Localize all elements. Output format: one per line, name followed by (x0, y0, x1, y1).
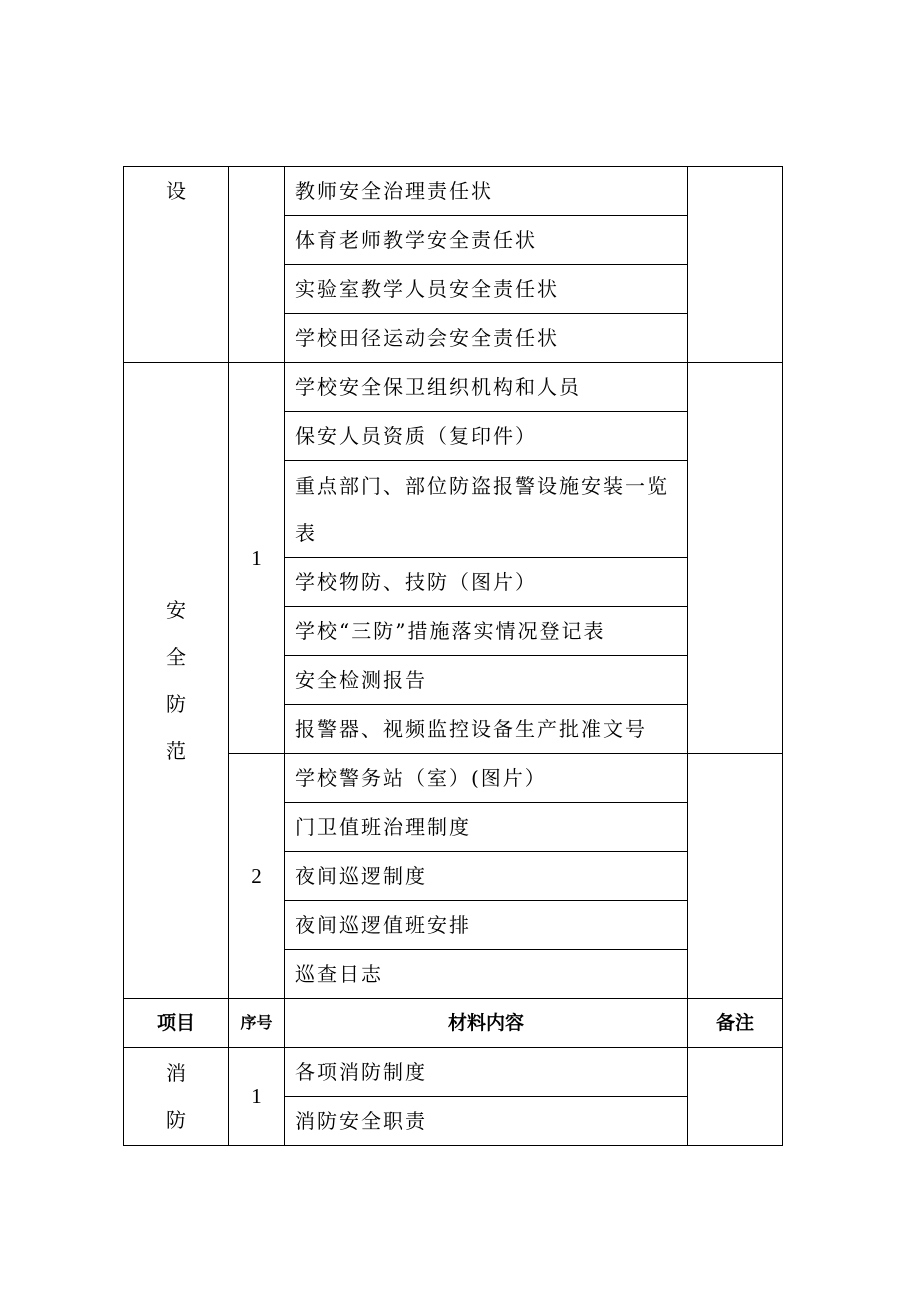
seq-cell: 1 (229, 363, 285, 754)
content-cell: 学校安全保卫组织机构和人员 (285, 363, 688, 412)
content-cell: 学校警务站（室）(图片） (285, 754, 688, 803)
seq-cell: 2 (229, 754, 285, 999)
project-char: 全 (166, 645, 186, 669)
content-cell: 实验室教学人员安全责任状 (285, 265, 688, 314)
content-cell: 报警器、视频监控设备生产批准文号 (285, 705, 688, 754)
header-seq: 序号 (229, 999, 285, 1048)
content-cell: 学校物防、技防（图片） (285, 558, 688, 607)
header-project: 项目 (124, 999, 229, 1048)
content-cell: 各项消防制度 (285, 1048, 688, 1097)
remark-cell (688, 363, 783, 754)
content-cell: 夜间巡逻值班安排 (285, 901, 688, 950)
content-cell: 门卫值班治理制度 (285, 803, 688, 852)
content-cell: 重点部门、部位防盗报警设施安装一览表 (285, 461, 688, 558)
content-cell: 安全检测报告 (285, 656, 688, 705)
content-cell: 学校“三防”措施落实情况登记表 (285, 607, 688, 656)
content-cell: 巡查日志 (285, 950, 688, 999)
remark-cell (688, 167, 783, 363)
remark-cell (688, 754, 783, 999)
content-cell: 学校田径运动会安全责任状 (285, 314, 688, 363)
project-char: 范 (166, 739, 186, 763)
project-char: 防 (166, 1108, 186, 1132)
seq-cell-empty (229, 167, 285, 363)
project-char: 安 (166, 598, 186, 622)
header-content: 材料内容 (285, 999, 688, 1048)
project-cell: 设 (124, 167, 229, 363)
project-char: 防 (166, 692, 186, 716)
content-cell: 体育老师教学安全责任状 (285, 216, 688, 265)
project-char: 消 (166, 1061, 186, 1085)
seq-cell: 1 (229, 1048, 285, 1146)
content-cell: 教师安全治理责任状 (285, 167, 688, 216)
materials-table (123, 166, 783, 1146)
content-cell: 消防安全职责 (285, 1097, 688, 1146)
remark-cell (688, 1048, 783, 1146)
content-cell: 保安人员资质（复印件） (285, 412, 688, 461)
project-cell (124, 1048, 229, 1146)
header-remark: 备注 (688, 999, 783, 1048)
content-cell: 夜间巡逻制度 (285, 852, 688, 901)
project-cell (124, 363, 229, 999)
